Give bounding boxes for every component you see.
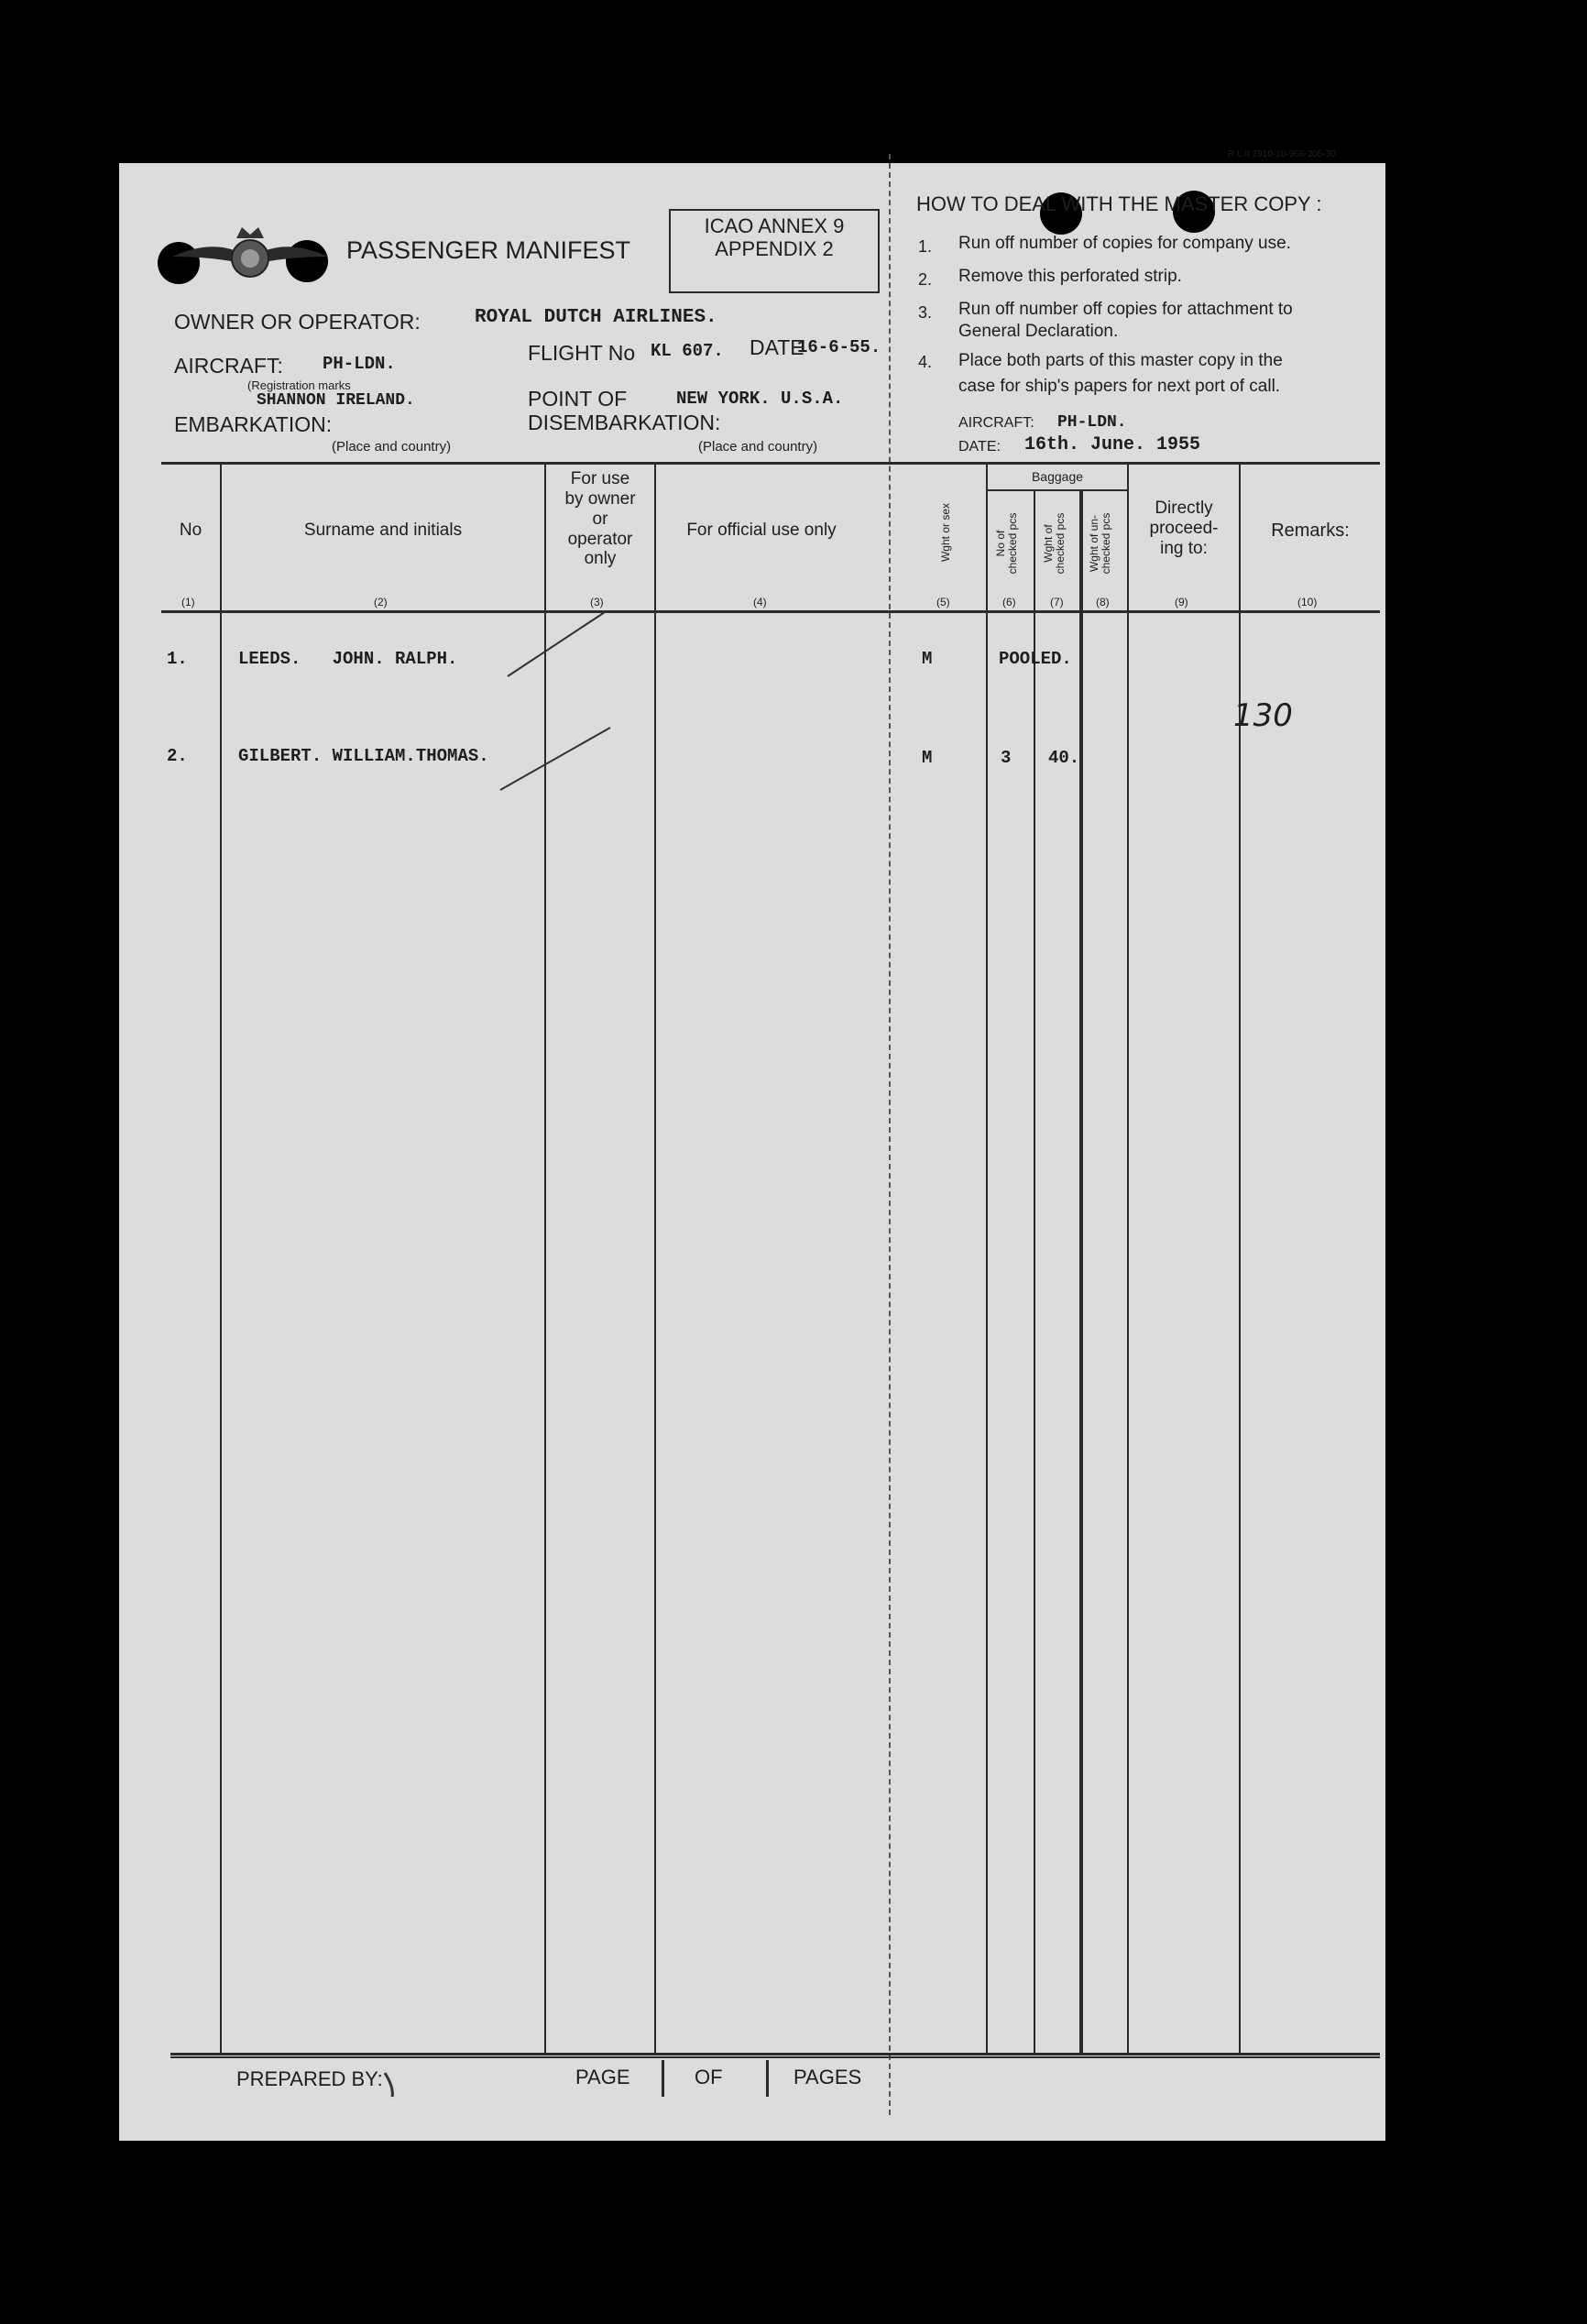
embarkation-value: SHANNON IRELAND. (257, 391, 415, 410)
col-header-name: Surname and initials (303, 521, 463, 540)
col-number: (1) (181, 596, 195, 608)
instruction-text-4: Place both parts of this master copy in the (958, 351, 1283, 370)
passenger-2-no: 2. (167, 746, 188, 766)
directly-line: Directly (1155, 499, 1213, 518)
col-number: (3) (590, 596, 604, 608)
prepared-by-label: PREPARED BY: (236, 2067, 383, 2090)
col-number: (8) (1096, 596, 1110, 608)
col-number: (6) (1002, 596, 1016, 608)
owner-use-line: only (584, 549, 617, 569)
form-code: R.L.II 2910-10-966-205-30 (1228, 149, 1336, 159)
passenger-1-baggage: POOLED. (999, 649, 1072, 669)
instruction-text-3: Run off number off copies for attachment to (958, 300, 1293, 319)
embarkation-note: (Place and country) (332, 439, 452, 455)
flight-value: KL 607. (651, 341, 724, 361)
embarkation-label: EMBARKATION: (174, 412, 333, 436)
pages-separator (766, 2060, 769, 2097)
owner-use-line: by owner (564, 488, 636, 509)
passenger-2-weight: 40. (1048, 748, 1080, 768)
strip-aircraft-value: PH-LDN. (1057, 413, 1127, 432)
col-header-remarks: Remarks: (1271, 521, 1350, 541)
disembarkation-label-2: DISEMBARKATION: (528, 411, 721, 434)
col-number: (4) (753, 596, 767, 608)
checked-pcs-line: checked pcs (1005, 512, 1019, 575)
directly-line: proceed- (1149, 518, 1219, 538)
instruction-number-1: 1. (918, 237, 933, 256)
handwritten-annotation: 130 (1233, 697, 1293, 734)
instruction-text-1: Run off number of copies for company use. (958, 234, 1291, 253)
date-value: 16-6-55. (797, 337, 881, 357)
strip-date-label: DATE: (958, 439, 1001, 455)
page-separator (662, 2060, 664, 2097)
col-number: (9) (1175, 596, 1188, 608)
weight-unchecked-line: checked pcs (1099, 512, 1112, 575)
owner-label: OWNER OR OPERATOR: (174, 310, 421, 334)
passenger-1-no: 1. (167, 649, 188, 669)
owner-use-line: operator (567, 529, 633, 549)
aircraft-label: AIRCRAFT: (174, 354, 283, 378)
col-number: (5) (936, 596, 950, 608)
instructions-title: HOW TO DEAL WITH THE MASTER COPY : (916, 192, 1322, 215)
pages-label: PAGES (794, 2066, 862, 2088)
instruction-number-3: 3. (918, 303, 933, 322)
owner-use-line: or (592, 509, 608, 529)
page-label: PAGE (575, 2066, 630, 2088)
weight-checked-line: Wght of (1042, 524, 1055, 563)
icao-appendix-line: APPENDIX 2 (715, 237, 834, 261)
icao-annex-line: ICAO ANNEX 9 (704, 214, 845, 237)
instruction-number-4: 4. (918, 353, 933, 371)
owner-value: ROYAL DUTCH AIRLINES. (475, 307, 717, 328)
manifest-sheet (119, 149, 1385, 2141)
col-header-no: No (179, 521, 202, 540)
disembarkation-label-1: POINT OF (528, 387, 628, 411)
col-number: (2) (374, 596, 388, 608)
col-header-weight-sex: Wght or sex (939, 502, 952, 563)
instruction-text-2: Remove this perforated strip. (958, 267, 1182, 286)
passenger-1-sex: M (922, 649, 933, 669)
footer-rule (170, 2056, 1380, 2058)
weight-unchecked-line: Wght of un- (1088, 514, 1100, 573)
weight-checked-line: checked pcs (1053, 512, 1067, 575)
col-number: (10) (1297, 596, 1318, 608)
instruction-text-3b: General Declaration. (958, 322, 1119, 341)
instruction-text-4b: case for ship's papers for next port of call. (958, 377, 1281, 396)
owner-use-line: For use (570, 469, 630, 488)
col-header-baggage: Baggage (1031, 469, 1084, 484)
disembarkation-note: (Place and country) (698, 439, 818, 455)
passenger-2-sex: M (922, 748, 933, 768)
directly-line: ing to: (1160, 538, 1208, 558)
passenger-2-name: GILBERT. WILLIAM.THOMAS. (238, 746, 489, 766)
of-label: OF (695, 2066, 723, 2088)
passenger-2-checked-pcs: 3 (1001, 748, 1012, 768)
pen-strokes (119, 163, 1385, 2141)
manifest-title: PASSENGER MANIFEST (346, 236, 631, 264)
col-header-official: For official use only (686, 521, 837, 540)
passenger-1-name: LEEDS. JOHN. RALPH. (238, 649, 458, 669)
col-number: (7) (1050, 596, 1064, 608)
aircraft-value: PH-LDN. (323, 354, 396, 374)
disembarkation-value: NEW YORK. U.S.A. (676, 389, 844, 409)
strip-aircraft-label: AIRCRAFT: (958, 415, 1034, 431)
instruction-number-2: 2. (918, 270, 933, 289)
strip-date-value: 16th. June. 1955 (1024, 434, 1201, 455)
date-label: DATE (750, 335, 804, 359)
registration-note: (Registration marks (247, 378, 351, 392)
checked-pcs-line: No of (994, 530, 1007, 557)
flight-label: FLIGHT No (528, 341, 636, 365)
